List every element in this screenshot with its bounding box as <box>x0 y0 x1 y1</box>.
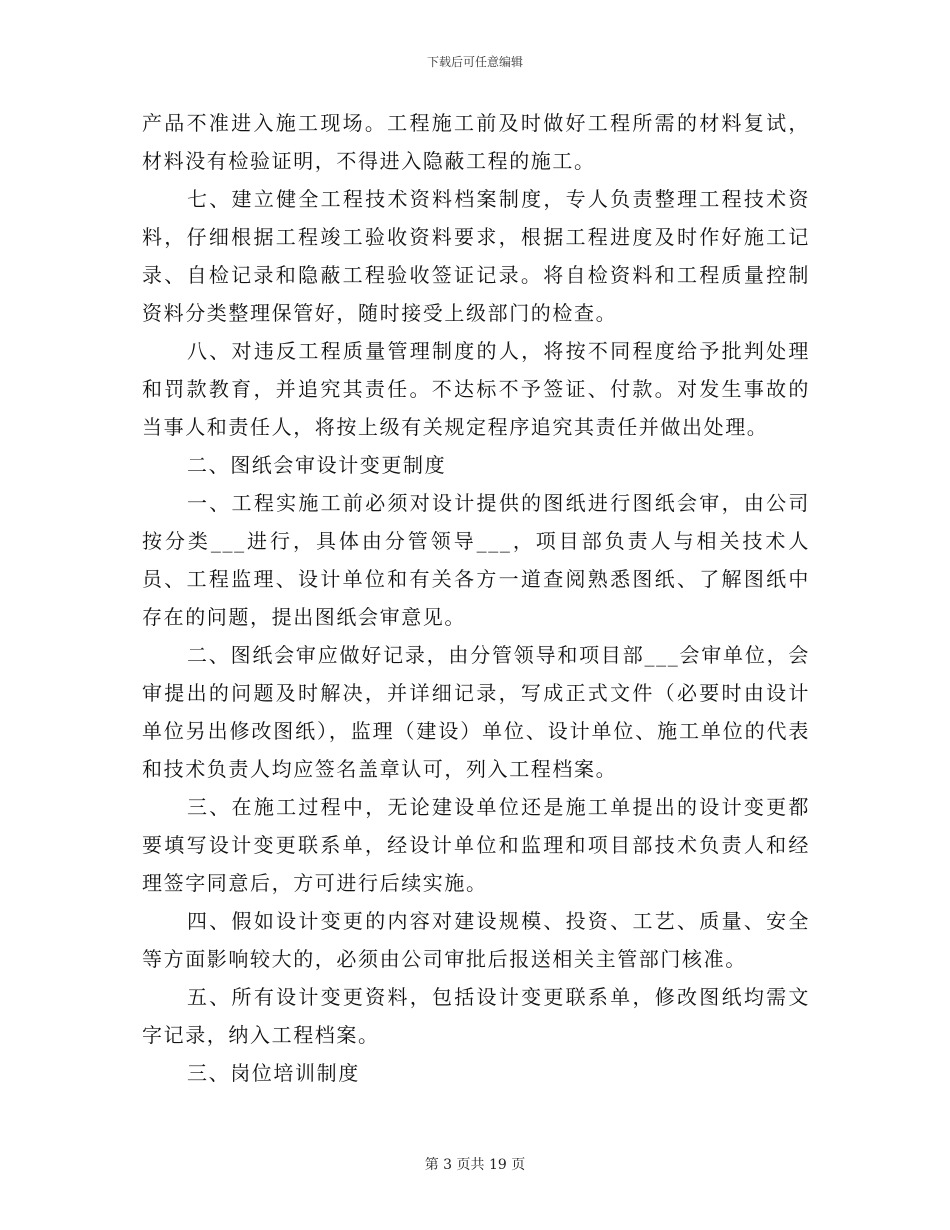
paragraph-7: 四、假如设计变更的内容对建设规模、投资、工艺、质量、安全等方面影响较大的，必须由公司审批后报送相关主管部门核准。 <box>142 909 810 971</box>
paragraph-8: 五、所有设计变更资料，包括设计变更联系单，修改图纸均需文字记录，纳入工程档案。 <box>142 985 810 1047</box>
paragraph-6: 三、在施工过程中，无论建设单位还是施工单提出的设计变更都要填写设计变更联系单，经设计单位和监理和项目部技术负责人和经理签字同意后，方可进行后续实施。 <box>142 795 810 895</box>
paragraph-5: 二、图纸会审应做好记录，由分管领导和项目部___会审单位，会审提出的问题及时解决，并详细记录，写成正式文件（必要时由设计单位另出修改图纸），监理（建设）单位、设计单位、施工单位的代表和技术负责人均应签名盖章认可，列入工程档案。 <box>142 643 810 781</box>
document-body <box>142 104 810 1092</box>
page-header-note: 下载后可任意编辑 <box>426 55 523 69</box>
page-number: 第 3 页共 19 页 <box>424 1157 526 1173</box>
paragraph-2: 七、建立健全工程技术资料档案制度，专人负责整理工程技术资料，仔细根据工程竣工验收资料要求，根据工程进度及时作好施工记录、自检记录和隐蔽工程验收签证记录。将自检资料和工程质量控制资料分类整理保管好，随时接受上级部门的检查。 <box>142 187 810 325</box>
section-heading-job-training: 三、岗位培训制度 <box>187 1061 360 1085</box>
section-heading-drawing-review: 二、图纸会审设计变更制度 <box>187 453 447 477</box>
paragraph-4: 一、工程实施工前必须对设计提供的图纸进行图纸会审，由公司按分类___进行，具体由分管领导___，项目部负责人与相关技术人员、工程监理、设计单位和有关各方一道查阅熟悉图纸、了解图纸中存在的问题，提出图纸会审意见。 <box>142 491 810 629</box>
paragraph-1: 产品不准进入施工现场。工程施工前及时做好工程所需的材料复试，材料没有检验证明，不得进入隐蔽工程的施工。 <box>142 111 810 173</box>
paragraph-3: 八、对违反工程质量管理制度的人，将按不同程度给予批判处理和罚款教育，并追究其责任。不达标不予签证、付款。对发生事故的当事人和责任人，将按上级有关规定程序追究其责任并做出处理。 <box>142 339 810 439</box>
